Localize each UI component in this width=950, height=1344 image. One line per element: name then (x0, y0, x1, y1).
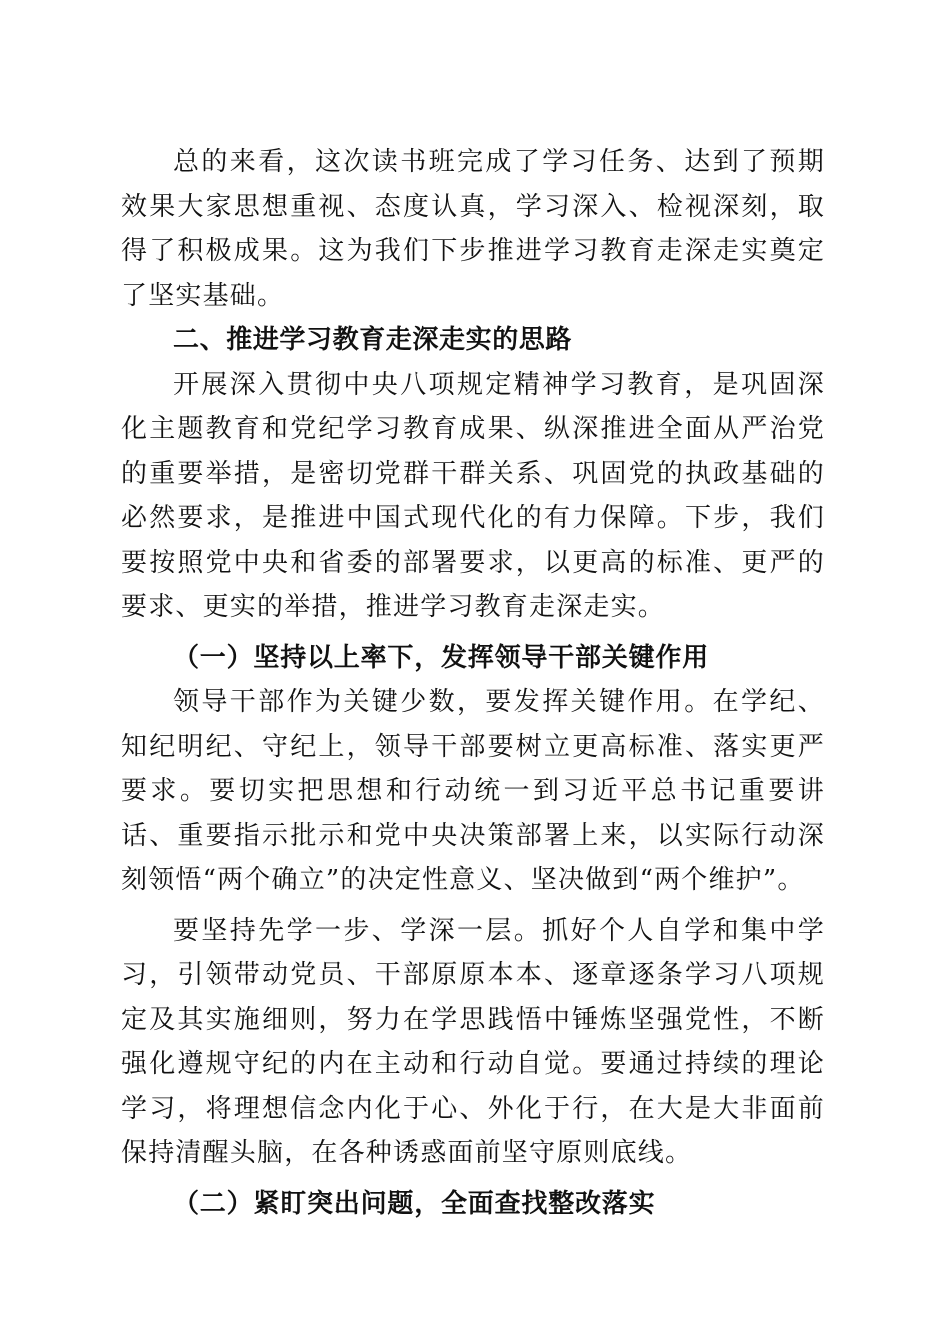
paragraph-study-first: 要坚持先学一步、学深一层。抓好个人自学和集中学习，引领带动党员、干部原原本本、逐章逐条学习八项规定及其实施细则，努力在学思践悟中锤炼坚强党性，不断强化遵规守纪的内在主动和行动自觉。要通过持续的理论学习，将理想信念内化于心、外化于行，在大是大非面前保持清醒头脑，在各种诱惑面前坚守原则底线。 (121, 915, 825, 1168)
subheading-2: （二）紧盯突出问题，全面查找整改落实 (173, 1188, 656, 1219)
subheading-1: （一）坚持以上率下，发挥领导干部关键作用 (173, 642, 710, 673)
paragraph-section-2-intro: 开展深入贯彻中央八项规定精神学习教育，是巩固深化主题教育和党纪学习教育成果、纵深推进全面从严治党的重要举措，是密切党群干群关系、巩固党的执政基础的必然要求，是推进中国式现代化的有力保障。下步，我们要按照党中央和省委的部署要求，以更高的标准、更严的要求、更实的举措，推进学习教育走深走实。 (121, 369, 825, 622)
paragraph-leaders-role: 领导干部作为关键少数，要发挥关键作用。在学纪、知纪明纪、守纪上，领导干部要树立更高标准、落实更严要求。要切实把思想和行动统一到习近平总书记重要讲话、重要指示批示和党中央决策部署上来，以实际行动深刻领悟“两个确立”的决定性意义、坚决做到“两个维护”。 (121, 687, 825, 895)
document-body (121, 140, 825, 1226)
paragraph-summary: 总的来看，这次读书班完成了学习任务、达到了预期效果大家思想重视、态度认真，学习深入、检视深刻，取得了积极成果。这为我们下步推进学习教育走深走实奠定了坚实基础。 (121, 147, 825, 311)
section-heading-2: 二、推进学习教育走深走实的思路 (173, 325, 573, 355)
